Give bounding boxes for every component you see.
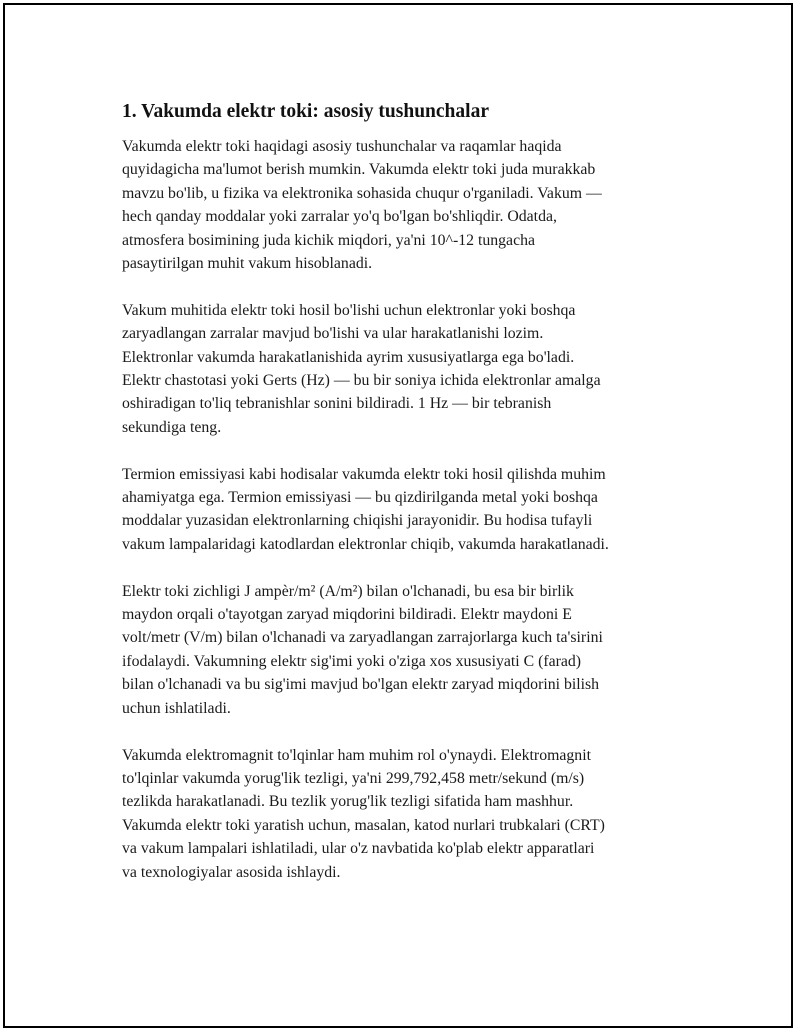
- text-line: vakum lampalaridagi katodlardan elektronlar chiqib, vakumda harakatlanadi.: [122, 535, 609, 553]
- text-line: moddalar yuzasidan elektronlarning chiqishi jarayonidir. Bu hodisa tufayli: [122, 512, 593, 530]
- text-line: Elektronlar vakumda harakatlanishida ayrim xususiyatlarga ega bo'ladi.: [122, 348, 575, 366]
- text-line: atmosfera bosimining juda kichik miqdori, ya'ni 10^-12 tungacha: [122, 231, 535, 249]
- text-line: quyidagicha ma'lumot berish mumkin. Vakumda elektr toki juda murakkab: [122, 161, 596, 179]
- text-line: Termion emissiyasi kabi hodisalar vakumda elektr toki hosil qilishda muhim: [122, 465, 606, 483]
- text-line: sekundiga teng.: [122, 418, 222, 436]
- text-line: hech qanday moddalar yoki zarralar yo'q bo'lgan bo'shliqdir. Odatda,: [122, 208, 557, 226]
- text-line: pasaytirilgan muhit vakum hisoblanadi.: [122, 255, 373, 273]
- text-line: mavzu bo'lib, u fizika va elektronika sohasida chuqur o'rganiladi. Vakum —: [122, 184, 602, 202]
- text-line: Vakumda elektr toki yaratish uchun, masalan, katod nurlari trubkalari (CRT): [122, 816, 605, 834]
- text-line: zaryadlangan zarralar mavjud bo'lishi va ular harakatlanishi lozim.: [122, 325, 544, 343]
- paragraph-3: [122, 463, 697, 557]
- text-line: ifodalaydi. Vakumning elektr sig'imi yoki o'ziga xos xususiyati C (farad): [122, 652, 582, 670]
- text-line: Elektr toki zichligi J ampèr/m² (A/m²) bilan o'lchanadi, bu esa bir birlik: [122, 582, 574, 600]
- text-line: to'lqinlar vakumda yorug'lik tezligi, ya'ni 299,792,458 metr/sekund (m/s): [122, 769, 585, 787]
- text-line: volt/metr (V/m) bilan o'lchanadi va zaryadlangan zarrajorlarga kuch ta'sirini: [122, 629, 603, 647]
- text-line: maydon orqali o'tayotgan zaryad miqdorini bildiradi. Elektr maydoni E: [122, 606, 572, 624]
- text-line: Vakumda elektr toki haqidagi asosiy tushunchalar va raqamlar haqida: [122, 138, 562, 155]
- paragraph-5: [122, 744, 697, 884]
- text-line: ahamiyatga ega. Termion emissiyasi — bu qizdirilganda metal yoki boshqa: [122, 489, 598, 507]
- paragraph-1: [122, 135, 697, 275]
- text-line: oshiradigan to'liq tebranishlar sonini bildiradi. 1 Hz — bir tebranish: [122, 395, 552, 413]
- text-line: va vakum lampalari ishlatiladi, ular o'z navbatida ko'plab elektr apparatlari: [122, 840, 595, 858]
- text-line: Vakumda elektromagnit to'lqinlar ham muhim rol o'ynaydi. Elektromagnit: [122, 746, 591, 764]
- section-heading: 1. Vakumda elektr toki: asosiy tushunchalar: [122, 101, 489, 122]
- text-line: uchun ishlatiladi.: [122, 699, 231, 717]
- text-line: va texnologiyalar asosida ishlaydi.: [122, 863, 341, 881]
- text-line: tezlikda harakatlanadi. Bu tezlik yorug'lik tezligi sifatida ham mashhur.: [122, 793, 574, 811]
- document-body: [122, 99, 697, 907]
- text-line: Elektr chastotasi yoki Gerts (Hz) — bu bir soniya ichida elektronlar amalga: [122, 372, 601, 390]
- paragraph-2: [122, 299, 697, 439]
- paragraph-4: [122, 580, 697, 720]
- page-frame: [3, 3, 793, 1028]
- text-line: Vakum muhitida elektr toki hosil bo'lishi uchun elektronlar yoki boshqa: [122, 301, 576, 319]
- text-line: bilan o'lchanadi va bu sig'imi mavjud bo'lgan elektr zaryad miqdorini bilish: [122, 676, 600, 694]
